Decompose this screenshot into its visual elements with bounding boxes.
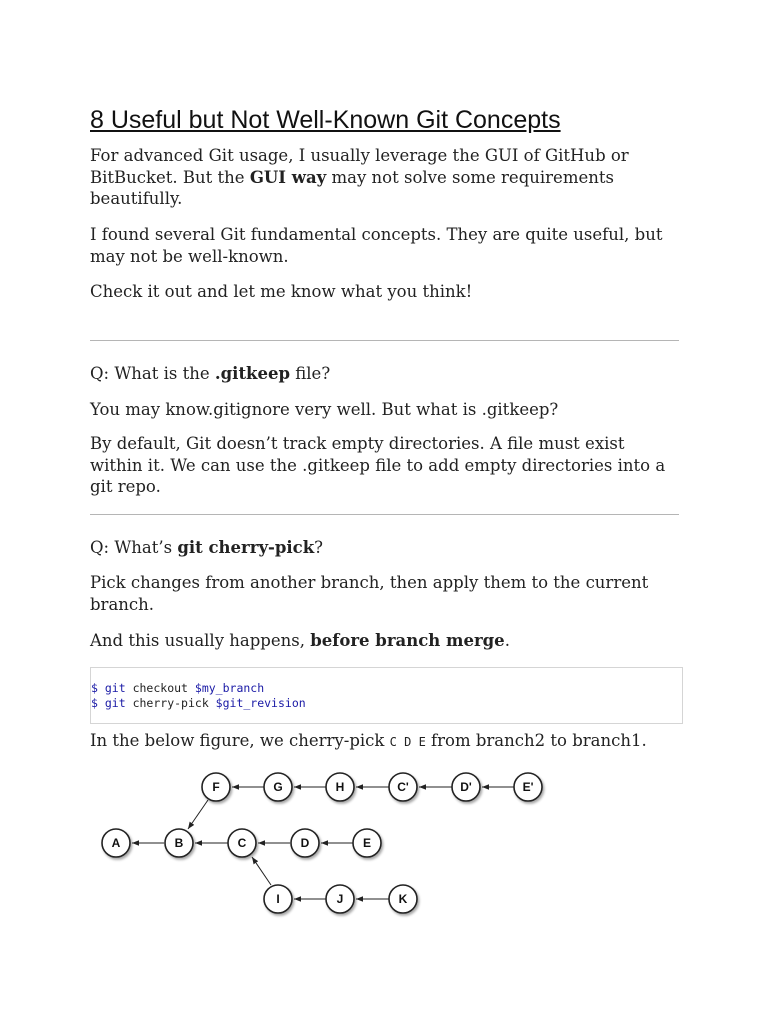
commit-node-d — [291, 829, 319, 857]
caption-text-end: from branch2 to branch1. — [425, 731, 647, 750]
graph-edge — [252, 857, 271, 885]
code-prompt: $ — [91, 696, 98, 710]
caption-text: In the below figure, we cherry-pick — [90, 731, 390, 750]
commit-node-e-prime — [514, 773, 542, 801]
commit-label: E' — [522, 780, 534, 794]
code-command: git — [104, 696, 126, 710]
intro-paragraph-2: I found several Git fundamental concepts. They are quite useful, but may not be well-known. — [90, 225, 663, 266]
q1-paragraph-2: By default, Git doesn’t track empty directories. A file must exist within it. We can use the .gitkeep file to add empty directories into a git repo. — [90, 434, 666, 496]
q2-question-text: Q: What’s — [90, 538, 178, 557]
commit-node-f — [202, 773, 230, 801]
commit-node-g — [264, 773, 292, 801]
commit-node-h — [326, 773, 354, 801]
code-args: checkout — [125, 681, 195, 695]
graph-edge — [188, 800, 208, 829]
commit-label: A — [111, 836, 121, 850]
commit-label: I — [276, 892, 280, 906]
q2-text: And this usually happens, — [90, 631, 311, 650]
commit-label: C — [237, 836, 247, 850]
code-prompt: $ — [91, 681, 98, 695]
code-command: git — [104, 681, 126, 695]
caption-code: C D E — [389, 735, 426, 749]
commit-label: B — [174, 836, 184, 850]
commit-label: F — [212, 780, 220, 794]
commit-node-j — [326, 885, 354, 913]
q2-paragraph-1: Pick changes from another branch, then apply them to the current branch. — [90, 573, 649, 614]
intro-bold-text: GUI way — [249, 167, 327, 187]
commit-node-a — [102, 829, 130, 857]
commit-node-i — [264, 885, 292, 913]
intro-text-end: may not solve some requirements beautifully. — [90, 167, 614, 208]
code-args: cherry-pick — [125, 696, 216, 710]
q1-paragraph-1: You may know.gitignore very well. But what is .gitkeep? — [90, 400, 559, 419]
commit-label: H — [335, 780, 345, 794]
page-title: 8 Useful but Not Well-Known Git Concepts — [90, 106, 561, 134]
commit-label: C' — [397, 780, 409, 794]
commit-label: J — [336, 892, 344, 906]
q1-question-text: Q: What is the — [90, 364, 215, 383]
q2-question-bold: git cherry-pick — [177, 538, 315, 557]
commit-label: D' — [460, 780, 472, 794]
commit-node-k — [389, 885, 417, 913]
commit-label: D — [300, 836, 310, 850]
commit-node-e — [353, 829, 381, 857]
q2-question-end: ? — [314, 538, 324, 557]
q2-text-end: . — [504, 631, 510, 650]
commit-label: K — [398, 892, 408, 906]
commit-label: E — [362, 836, 372, 850]
commit-label: G — [273, 780, 283, 794]
code-variable: $git_revision — [215, 696, 306, 710]
code-variable: $my_branch — [194, 681, 265, 695]
q1-question-end: file? — [290, 364, 331, 383]
commit-node-d-prime — [452, 773, 480, 801]
q2-bold-text: before branch merge — [310, 631, 505, 650]
intro-text: For advanced Git usage, I usually leverage the GUI of GitHub or BitBucket. But the — [90, 146, 629, 187]
q1-question-bold: .gitkeep — [214, 364, 291, 383]
intro-paragraph-3: Check it out and let me know what you think! — [90, 282, 473, 301]
commit-node-b — [165, 829, 193, 857]
commit-node-c-prime — [389, 773, 417, 801]
commit-node-c — [228, 829, 256, 857]
